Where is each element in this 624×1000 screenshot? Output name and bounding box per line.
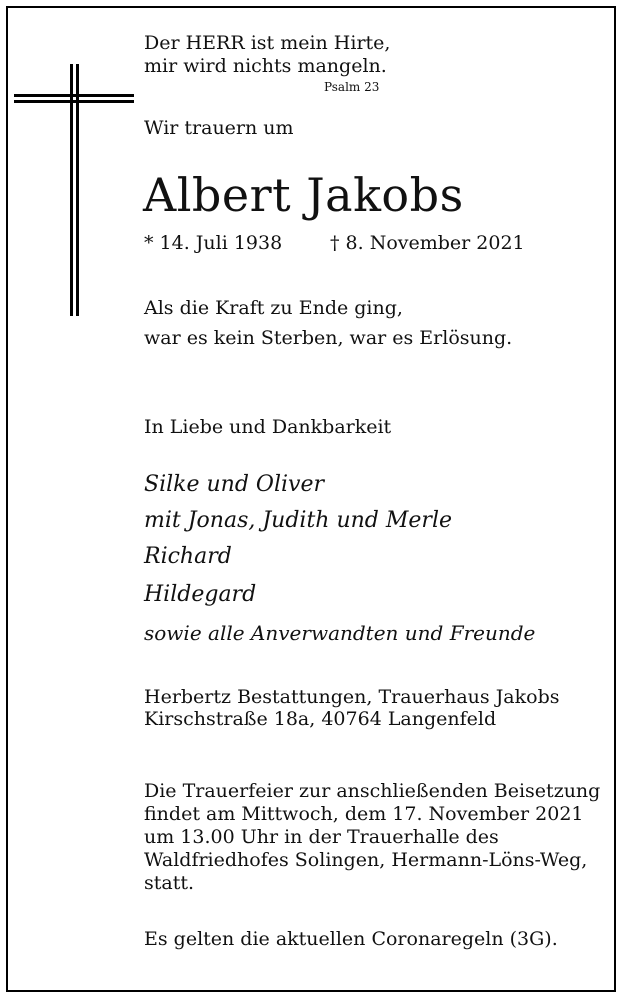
closing-text: In Liebe und Dankbarkeit: [144, 416, 392, 438]
mourner-line: sowie alle Anverwandten und Freunde: [144, 621, 536, 645]
death-date: † 8. November 2021: [330, 232, 525, 254]
deceased-name: Albert Jakobs: [143, 168, 464, 222]
quote-line-2: war es kein Sterben, war es Erlösung.: [144, 327, 513, 349]
service-line-3: um 13.00 Uhr in der Trauerhalle des: [144, 826, 499, 848]
intro-text: Wir trauern um: [144, 117, 294, 139]
mourner-line: Hildegard: [144, 582, 257, 607]
service-line-5: statt.: [144, 872, 195, 894]
verse-line-2: mir wird nichts mangeln.: [144, 55, 387, 77]
verse-line-1: Der HERR ist mein Hirte,: [144, 32, 391, 54]
cross-icon: [14, 64, 136, 318]
mourner-line: Silke und Oliver: [144, 472, 324, 497]
quote-line-1: Als die Kraft zu Ende ging,: [144, 297, 403, 319]
birth-date: * 14. Juli 1938: [144, 232, 283, 254]
service-line-4: Waldfriedhofes Solingen, Hermann-Löns-Weg,: [144, 849, 588, 871]
verse-source: Psalm 23: [324, 80, 380, 94]
mourner-line: Richard: [144, 544, 232, 569]
funeral-home-line-1: Herbertz Bestattungen, Trauerhaus Jakobs: [144, 686, 560, 708]
mourner-line: mit Jonas, Judith und Merle: [144, 508, 452, 533]
service-line-2: findet am Mittwoch, dem 17. November 2021: [144, 803, 584, 825]
notice-text: Es gelten die aktuellen Coronaregeln (3G).: [144, 928, 558, 950]
service-line-1: Die Trauerfeier zur anschließenden Beisetzung: [144, 780, 601, 802]
funeral-home-line-2: Kirschstraße 18a, 40764 Langenfeld: [144, 708, 497, 730]
